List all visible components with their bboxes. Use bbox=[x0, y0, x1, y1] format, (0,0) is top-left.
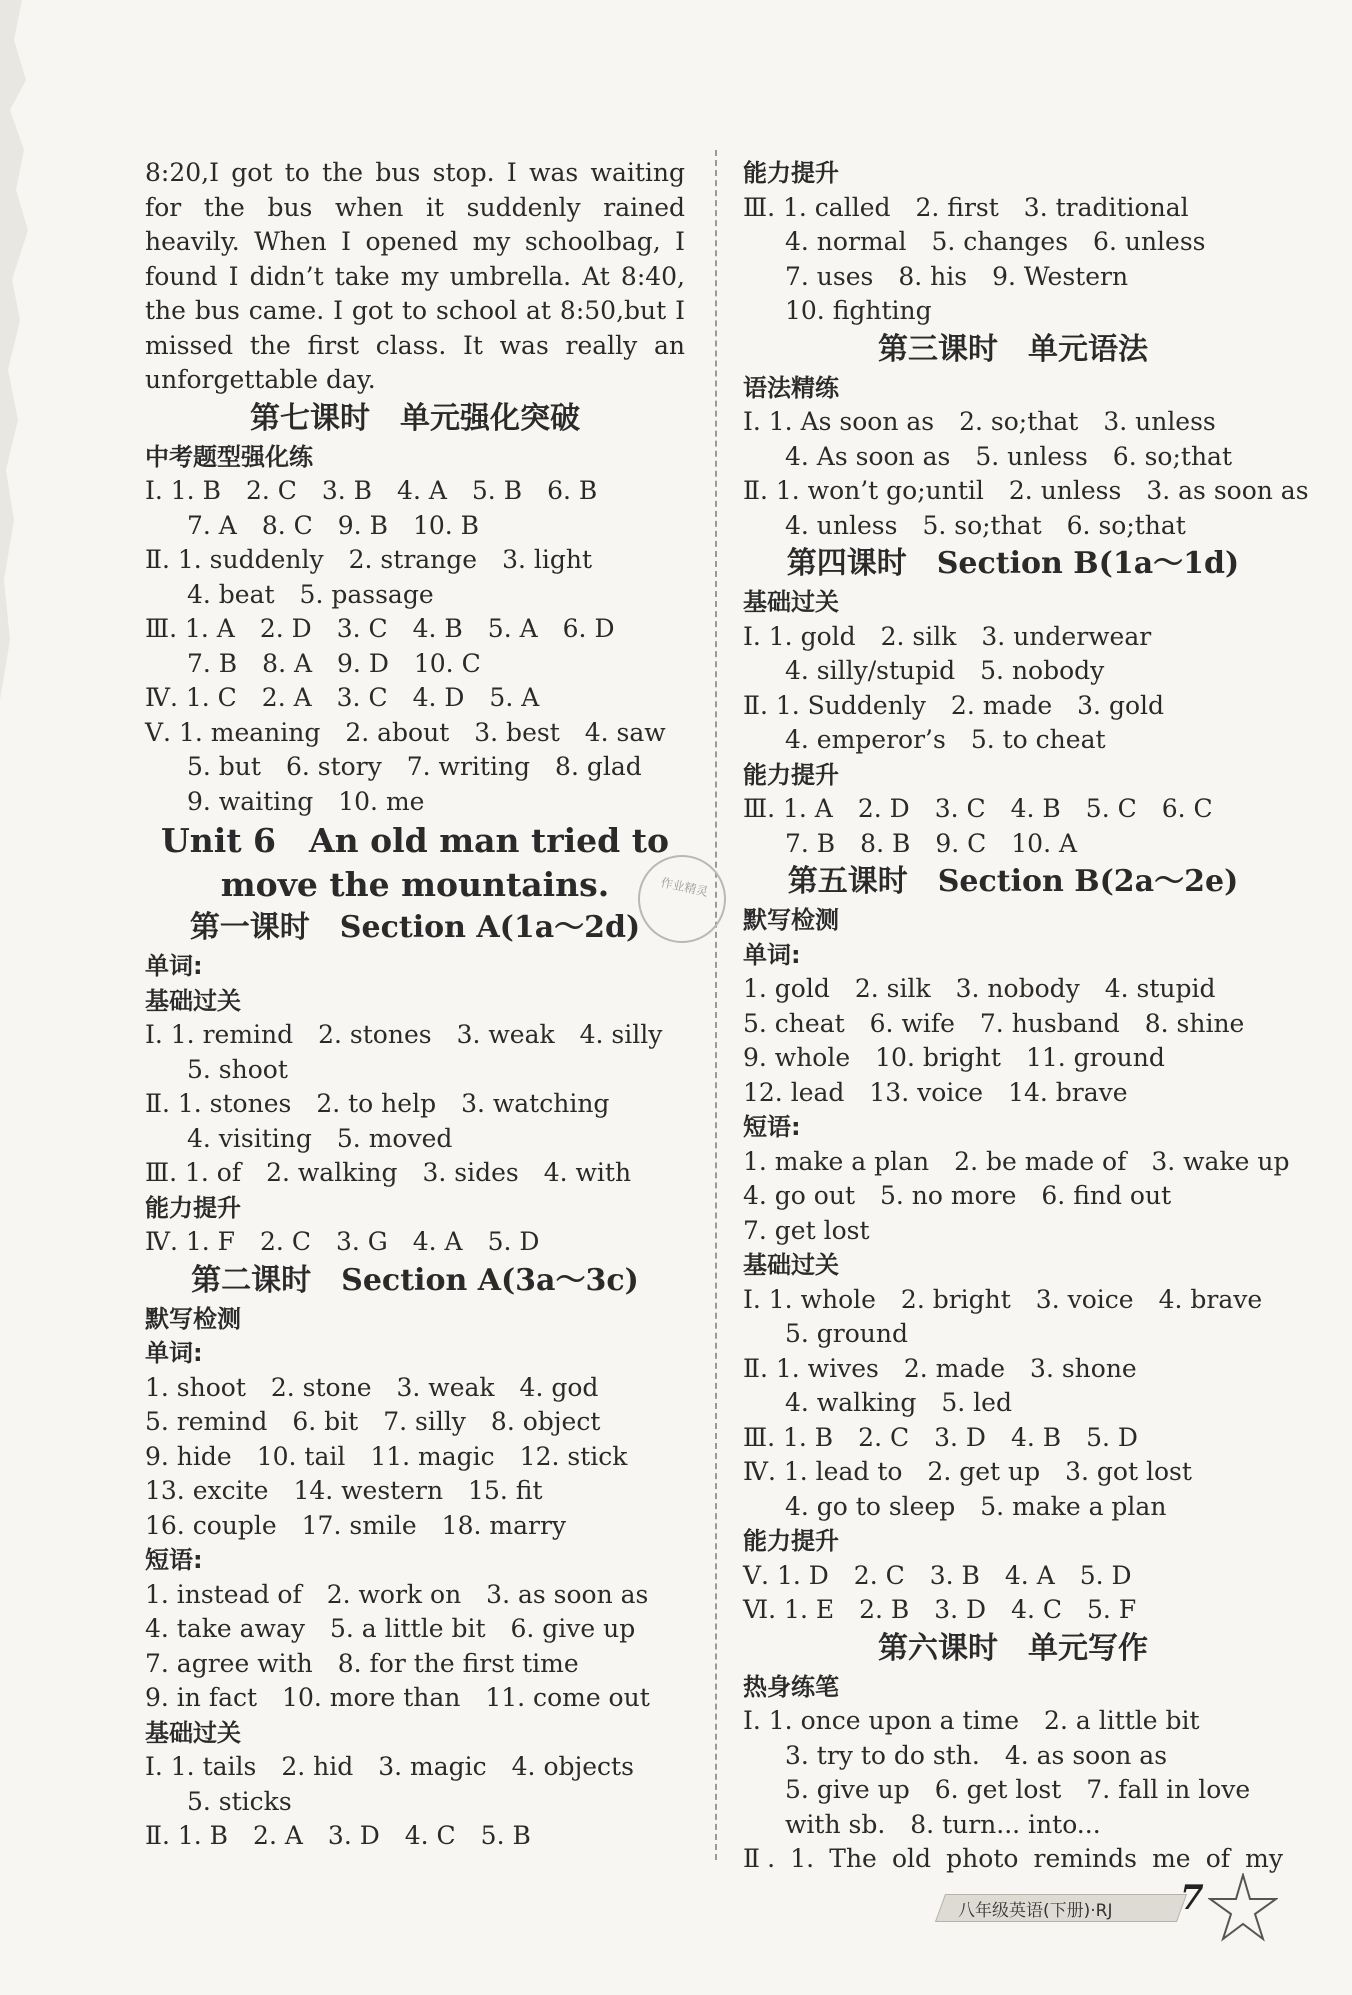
answer-line: 4. unless 5. so;that 6. so;that bbox=[785, 510, 1186, 540]
answer-line: 16. couple 17. smile 18. marry bbox=[145, 1510, 567, 1540]
answer-line: 4. visiting 5. moved bbox=[187, 1123, 453, 1153]
answer-line: 4. beat 5. passage bbox=[187, 579, 434, 609]
answer-line: Ⅱ. 1. won’t go;until 2. unless 3. as soon as bbox=[743, 476, 1309, 505]
answer-line: Ⅴ. 1. meaning 2. about 3. best 4. saw bbox=[145, 717, 666, 747]
basic-heading: 基础过关 bbox=[743, 1251, 839, 1279]
phrases-heading: 短语: bbox=[743, 1113, 801, 1141]
unit-title-line-2: move the mountains. bbox=[220, 865, 610, 904]
answer-line: 4. As soon as 5. unless 6. so;that bbox=[785, 441, 1232, 471]
answer-line: 5. cheat 6. wife 7. husband 8. shine bbox=[743, 1008, 1245, 1038]
lesson-4-title: 第四课时 Section B(1a～1d) bbox=[786, 546, 1240, 581]
answer-line: with sb. 8. turn... into... bbox=[785, 1809, 1101, 1839]
answer-line: 5. shoot bbox=[187, 1054, 288, 1084]
answer-line: Ⅱ. 1. Suddenly 2. made 3. gold bbox=[743, 690, 1164, 720]
lesson-1-title: 第一课时 Section A(1a～2d) bbox=[189, 910, 641, 945]
answer-line: 9. in fact 10. more than 11. come out bbox=[145, 1683, 650, 1712]
answer-line: Ⅲ. 1. A 2. D 3. C 4. B 5. A 6. D bbox=[145, 614, 615, 643]
star-icon bbox=[1208, 1873, 1278, 1943]
answer-line: 7. get lost bbox=[743, 1215, 870, 1245]
lesson-6-title: 第六课时 单元写作 bbox=[878, 1630, 1148, 1666]
ability-heading: 能力提升 bbox=[145, 1193, 241, 1222]
answer-line: 7. A 8. C 9. B 10. B bbox=[187, 510, 480, 540]
answer-line: 5. but 6. story 7. writing 8. glad bbox=[187, 752, 642, 781]
answer-line: 4. go to sleep 5. make a plan bbox=[785, 1491, 1167, 1521]
lesson-2-title: 第二课时 Section A(3a～3c) bbox=[191, 1262, 639, 1298]
lesson-7-title: 第七课时 单元强化突破 bbox=[250, 400, 580, 436]
answer-line: 10. fighting bbox=[785, 296, 932, 325]
answer-line: 4. normal 5. changes 6. unless bbox=[785, 227, 1206, 256]
para-line: the bus came. I got to school at 8:50,but I bbox=[145, 296, 685, 325]
answer-line: 1. instead of 2. work on 3. as soon as bbox=[145, 1579, 649, 1609]
answer-line: Ⅱ. 1. The old photo reminds me of my bbox=[743, 1844, 1283, 1873]
answer-line: Ⅳ. 1. C 2. A 3. C 4. D 5. A bbox=[145, 683, 540, 712]
answer-line: 1. gold 2. silk 3. nobody 4. stupid bbox=[743, 974, 1216, 1003]
answer-line: 4. emperor’s 5. to cheat bbox=[785, 725, 1106, 754]
answer-line: Ⅳ. 1. F 2. C 3. G 4. A 5. D bbox=[145, 1227, 540, 1256]
answer-line: Ⅱ. 1. wives 2. made 3. shone bbox=[743, 1353, 1137, 1383]
answer-line: Ⅰ. 1. As soon as 2. so;that 3. unless bbox=[743, 407, 1216, 436]
right-column bbox=[743, 156, 1309, 1877]
unit-title: Unit 6 An old man tried to bbox=[161, 821, 669, 860]
left-column bbox=[145, 156, 685, 1854]
answer-line: 9. whole 10. bright 11. ground bbox=[743, 1043, 1165, 1072]
answer-line: Ⅱ. 1. stones 2. to help 3. watching bbox=[145, 1089, 610, 1118]
column-divider bbox=[715, 150, 717, 1860]
answer-line: Ⅰ. 1. whole 2. bright 3. voice 4. brave bbox=[743, 1284, 1263, 1314]
answer-line: 13. excite 14. western 15. fit bbox=[145, 1476, 543, 1505]
answer-line: 7. uses 8. his 9. Western bbox=[785, 261, 1129, 291]
footer-label: 八年级英语(下册)·RJ bbox=[958, 1901, 1113, 1921]
lesson-5-title: 第五课时 Section B(2a～2e) bbox=[787, 864, 1239, 899]
grammar-heading: 语法精练 bbox=[743, 373, 839, 402]
phrases-heading: 短语: bbox=[145, 1546, 203, 1574]
answer-line: Ⅲ. 1. of 2. walking 3. sides 4. with bbox=[145, 1158, 632, 1187]
torn-edge bbox=[0, 0, 40, 700]
page-number: 7 bbox=[1180, 1878, 1204, 1918]
answer-line: Ⅰ. 1. gold 2. silk 3. underwear bbox=[743, 621, 1152, 651]
page-footer bbox=[940, 1878, 1210, 1924]
answer-line: 1. shoot 2. stone 3. weak 4. god bbox=[145, 1372, 599, 1402]
answer-line: 1. make a plan 2. be made of 3. wake up bbox=[743, 1146, 1290, 1176]
answer-line: 7. agree with 8. for the first time bbox=[145, 1648, 579, 1678]
para-line: 8:20,I got to the bus stop. I was waiting bbox=[145, 158, 685, 187]
answer-line: Ⅰ. 1. B 2. C 3. B 4. A 5. B 6. B bbox=[145, 476, 598, 505]
para-line: missed the first class. It was really an bbox=[145, 330, 685, 360]
words-heading: 单词: bbox=[145, 952, 203, 980]
answer-line: Ⅰ. 1. once upon a time 2. a little bit bbox=[743, 1706, 1200, 1735]
ability-heading: 能力提升 bbox=[743, 760, 839, 789]
dictation-heading: 默写检测 bbox=[145, 1304, 241, 1333]
basic-heading: 基础过关 bbox=[145, 1718, 241, 1747]
answer-line: 5. give up 6. get lost 7. fall in love bbox=[785, 1775, 1251, 1804]
answer-line: Ⅲ. 1. A 2. D 3. C 4. B 5. C 6. C bbox=[743, 794, 1213, 823]
answer-line: Ⅰ. 1. tails 2. hid 3. magic 4. objects bbox=[145, 1752, 634, 1781]
answer-line: Ⅴ. 1. D 2. C 3. B 4. A 5. D bbox=[743, 1560, 1132, 1590]
answer-line: Ⅰ. 1. remind 2. stones 3. weak 4. silly bbox=[145, 1020, 663, 1049]
ability-heading: 能力提升 bbox=[743, 1527, 839, 1555]
answer-line: 12. lead 13. voice 14. brave bbox=[743, 1077, 1128, 1107]
basic-heading: 基础过关 bbox=[743, 588, 839, 616]
answer-line: Ⅳ. 1. lead to 2. get up 3. got lost bbox=[743, 1457, 1192, 1486]
words-heading: 单词: bbox=[145, 1339, 203, 1367]
answer-line: 9. hide 10. tail 11. magic 12. stick bbox=[145, 1441, 628, 1471]
answer-line: Ⅲ. 1. called 2. first 3. traditional bbox=[743, 192, 1189, 222]
answer-line: Ⅵ. 1. E 2. B 3. D 4. C 5. F bbox=[743, 1595, 1137, 1624]
watermark-stamp: 作业精灵 bbox=[630, 847, 734, 951]
answer-line: 3. try to do sth. 4. as soon as bbox=[785, 1740, 1168, 1770]
answer-line: 9. waiting 10. me bbox=[187, 786, 425, 816]
words-heading: 单词: bbox=[743, 940, 801, 969]
ability-heading: 能力提升 bbox=[743, 159, 839, 187]
answer-line: 5. sticks bbox=[187, 1786, 292, 1816]
para-line: unforgettable day. bbox=[145, 365, 376, 394]
lesson-7-subtitle: 中考题型强化练 bbox=[145, 442, 313, 471]
para-line: found I didn’t take my umbrella. At 8:40, bbox=[145, 261, 685, 291]
answer-line: Ⅱ. 1. B 2. A 3. D 4. C 5. B bbox=[145, 1821, 531, 1850]
answer-line: Ⅲ. 1. B 2. C 3. D 4. B 5. D bbox=[743, 1422, 1138, 1452]
dictation-heading: 默写检测 bbox=[743, 906, 839, 934]
answer-line: Ⅱ. 1. suddenly 2. strange 3. light bbox=[145, 545, 593, 574]
answer-line: 4. go out 5. no more 6. find out bbox=[743, 1181, 1172, 1210]
answer-line: 4. silly/stupid 5. nobody bbox=[785, 656, 1105, 685]
answer-line: 4. walking 5. led bbox=[785, 1388, 1012, 1417]
answer-line: 4. take away 5. a little bit 6. give up bbox=[145, 1614, 636, 1643]
para-line: heavily. When I opened my schoolbag, I bbox=[145, 227, 685, 256]
basic-heading: 基础过关 bbox=[145, 986, 241, 1015]
answer-line: 7. B 8. A 9. D 10. C bbox=[187, 648, 481, 678]
answer-line: 7. B 8. B 9. C 10. A bbox=[785, 828, 1078, 858]
answer-line: 5. remind 6. bit 7. silly 8. object bbox=[145, 1407, 601, 1436]
warmup-heading: 热身练笔 bbox=[743, 1672, 839, 1701]
para-line: for the bus when it suddenly rained bbox=[145, 192, 685, 222]
answer-line: 5. ground bbox=[785, 1319, 909, 1348]
lesson-3-title: 第三课时 单元语法 bbox=[878, 331, 1148, 367]
